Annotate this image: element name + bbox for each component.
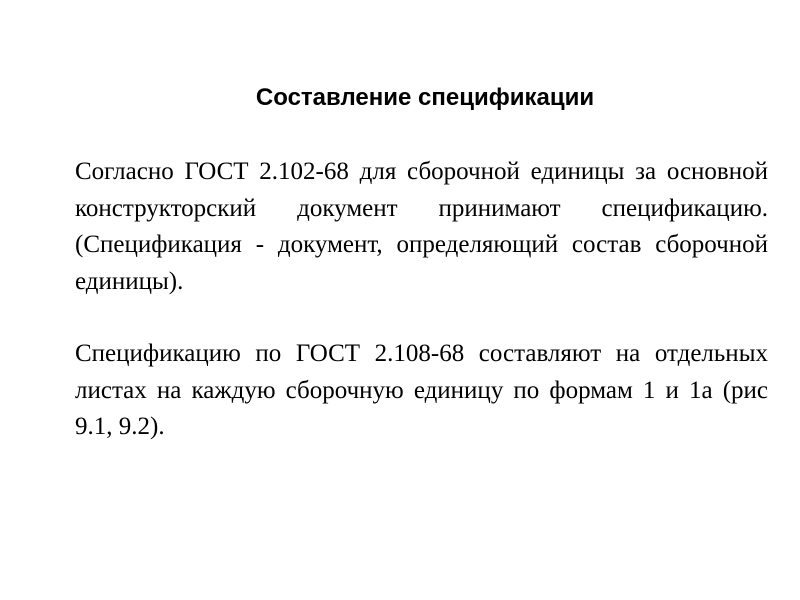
paragraph-gost-2-102: Согласно ГОСТ 2.102-68 для сборочной единицы за основной конструкторский документ принимают спецификацию. (Спецификация - документ, определяющий состав сборочной единицы).	[75, 158, 768, 295]
slide-title: Составление спецификации	[255, 84, 595, 111]
slide-body	[75, 154, 768, 446]
paragraph-gost-2-108: Спецификацию по ГОСТ 2.108-68 составляют на отдельных листах на каждую сборочную единицу по формам 1 и 1а (рис 9.1, 9.2).	[75, 340, 768, 440]
